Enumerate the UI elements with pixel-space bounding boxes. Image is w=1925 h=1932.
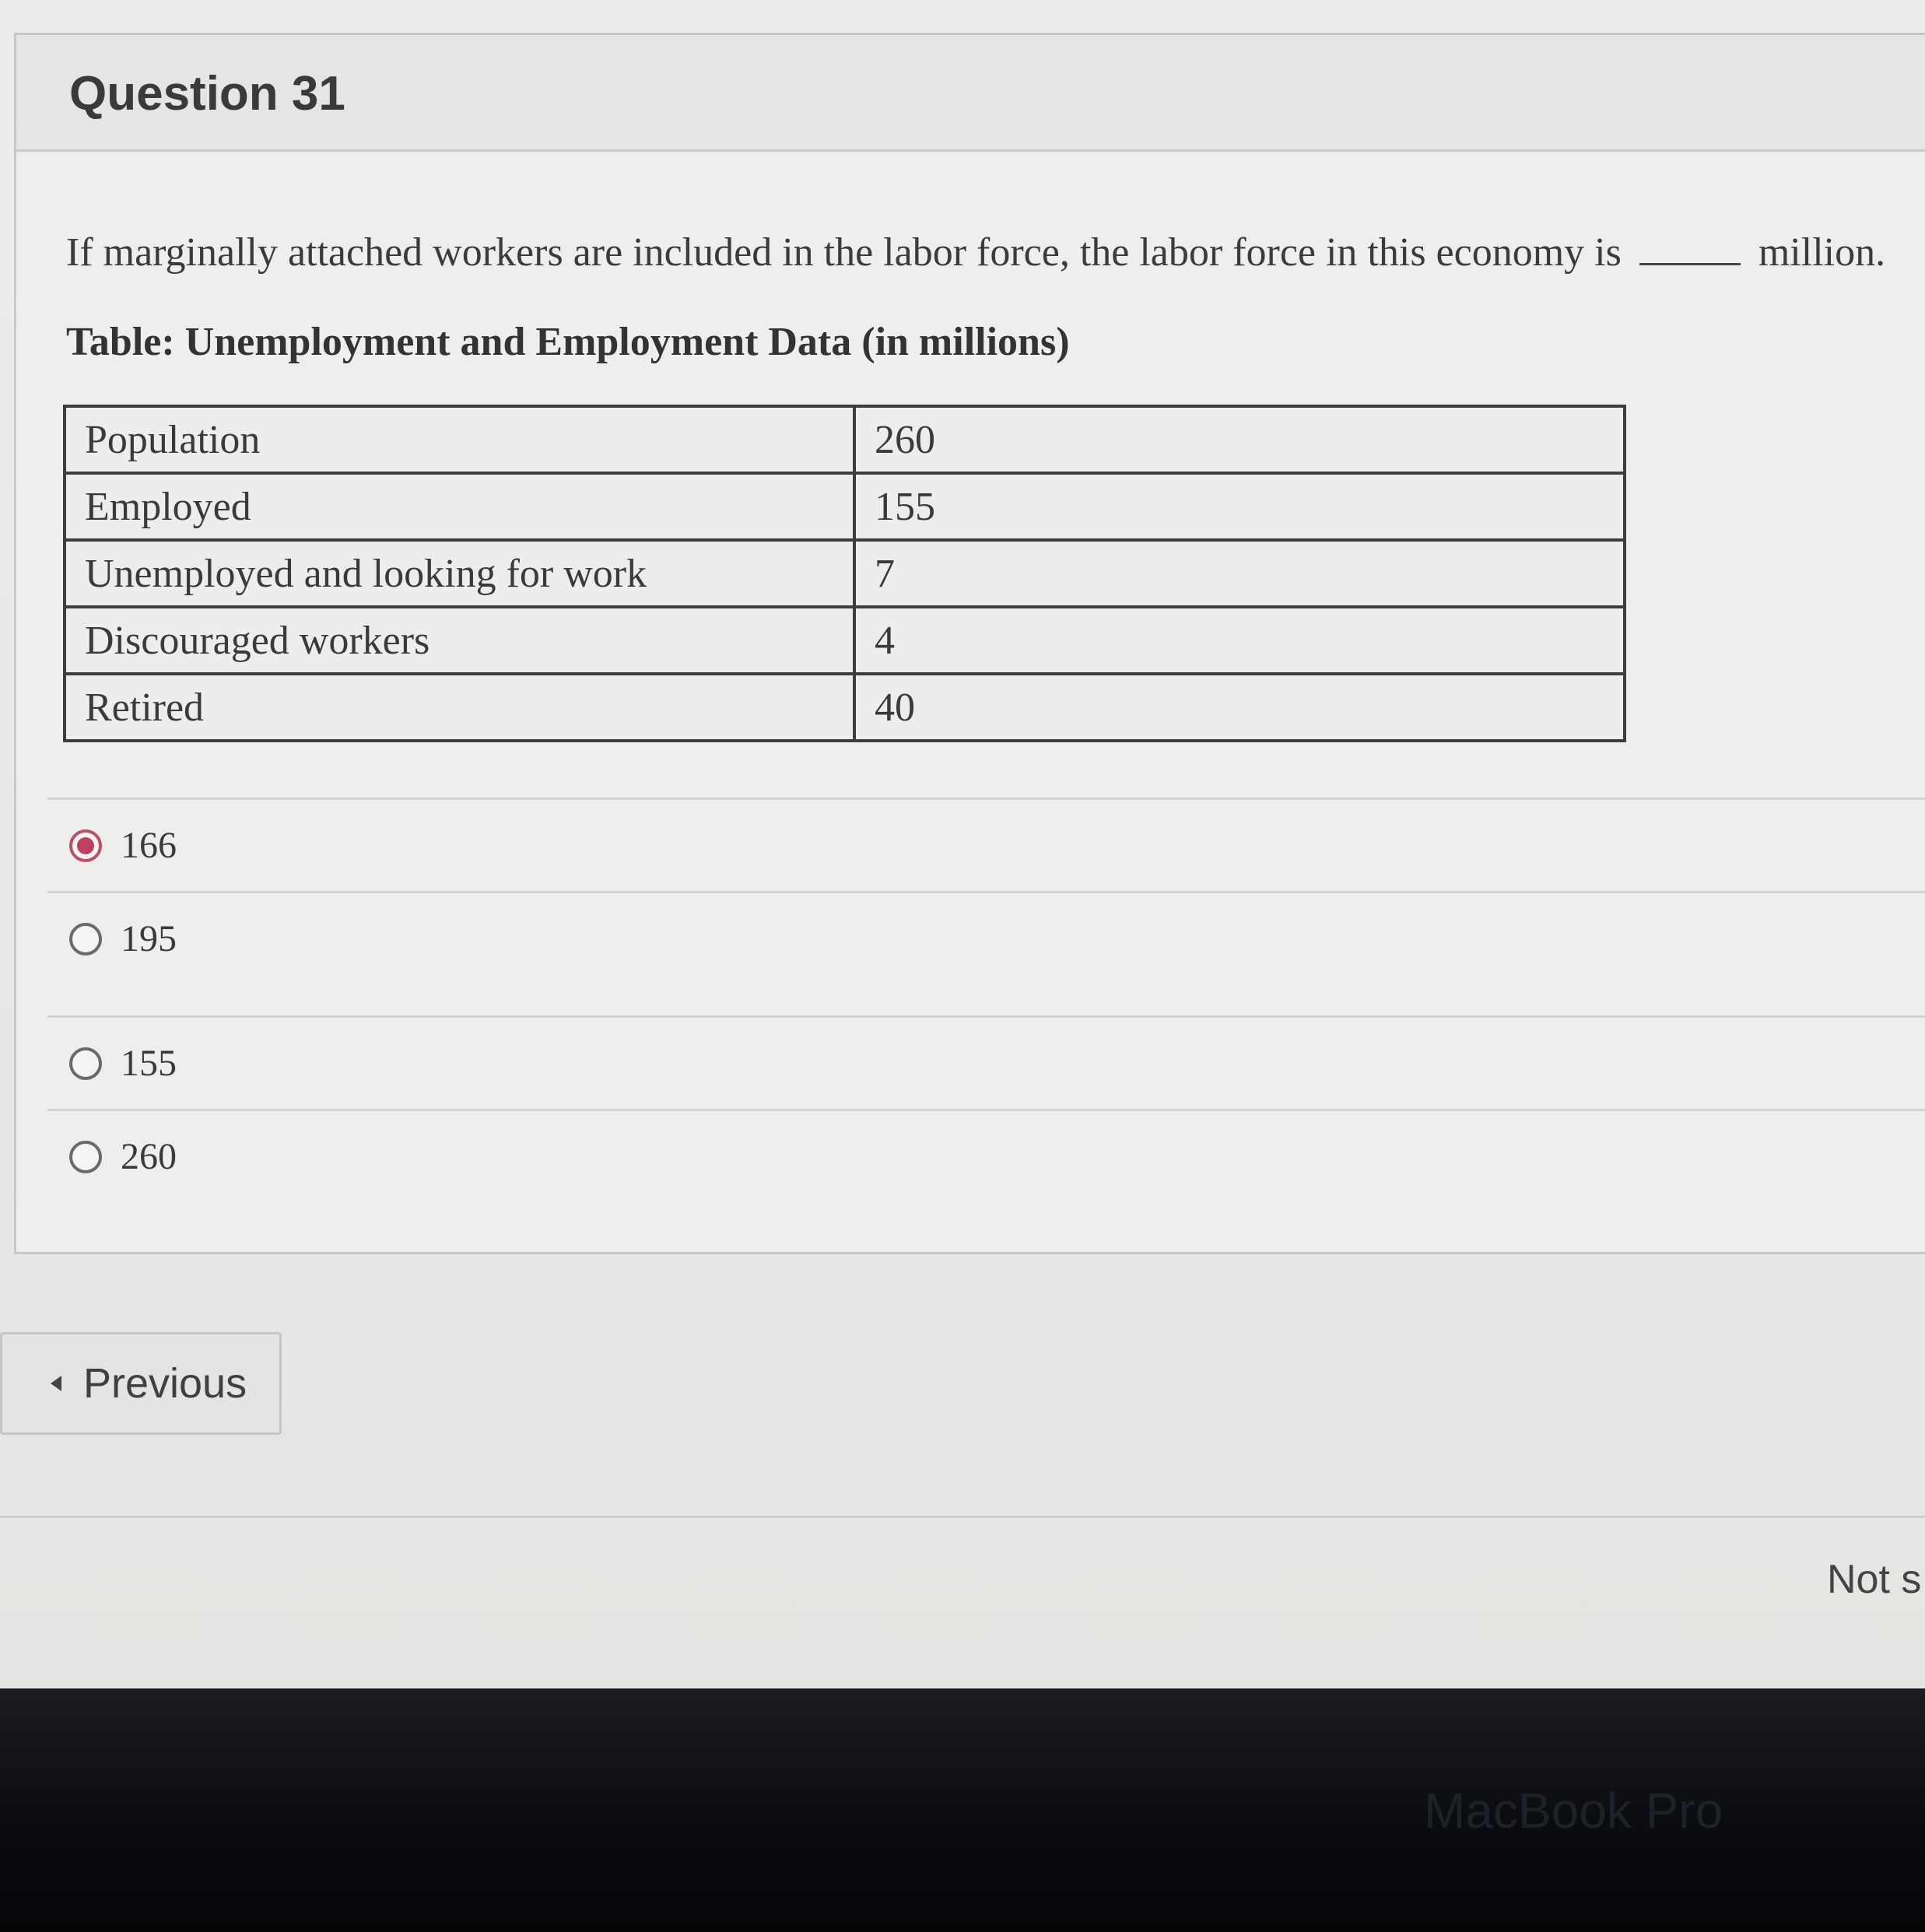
footer-divider — [0, 1516, 1925, 1518]
question-prompt — [66, 230, 1885, 275]
table-row — [65, 607, 1625, 674]
row-label: Retired — [65, 674, 854, 741]
table-row — [65, 473, 1625, 540]
question-header — [16, 35, 1925, 152]
row-value: 4 — [854, 607, 1625, 674]
triangle-left-icon — [51, 1376, 61, 1391]
row-value: 7 — [854, 540, 1625, 607]
answer-blank — [1639, 234, 1741, 265]
data-table — [63, 405, 1626, 742]
answer-choices — [47, 798, 1925, 1202]
choice-label: 260 — [121, 1136, 177, 1177]
answer-choice-166[interactable] — [47, 798, 1925, 891]
table-row — [65, 406, 1625, 473]
table-row — [65, 540, 1625, 607]
choice-label: 166 — [121, 825, 177, 866]
table-row — [65, 674, 1625, 741]
radio-selected-icon[interactable] — [69, 829, 102, 862]
radio-empty-icon[interactable] — [69, 923, 102, 955]
prompt-text-before: If marginally attached workers are included in the labor force, the labor force in this economy is — [66, 230, 1622, 275]
row-value: 155 — [854, 473, 1625, 540]
row-value: 260 — [854, 406, 1625, 473]
choice-label: 155 — [121, 1043, 177, 1084]
question-card — [14, 33, 1925, 1254]
row-value: 40 — [854, 674, 1625, 741]
answer-choice-195[interactable] — [47, 891, 1925, 984]
prompt-text-after: million. — [1758, 230, 1886, 275]
radio-empty-icon[interactable] — [69, 1141, 102, 1173]
radio-empty-icon[interactable] — [69, 1047, 102, 1080]
question-title: Question 31 — [69, 67, 345, 121]
row-label: Population — [65, 406, 854, 473]
previous-label: Previous — [83, 1360, 247, 1407]
row-label: Discouraged workers — [65, 607, 854, 674]
answer-choice-155[interactable] — [47, 1015, 1925, 1109]
row-label: Unemployed and looking for work — [65, 540, 854, 607]
previous-button[interactable] — [0, 1332, 282, 1435]
row-label: Employed — [65, 473, 854, 540]
save-status: Not s — [1827, 1557, 1922, 1602]
answer-choice-260[interactable] — [47, 1109, 1925, 1202]
table-title: Table: Unemployment and Employment Data (in millions) — [66, 320, 1070, 364]
bezel-label: MacBook Pro — [1424, 1783, 1723, 1839]
choice-label: 195 — [121, 918, 177, 959]
